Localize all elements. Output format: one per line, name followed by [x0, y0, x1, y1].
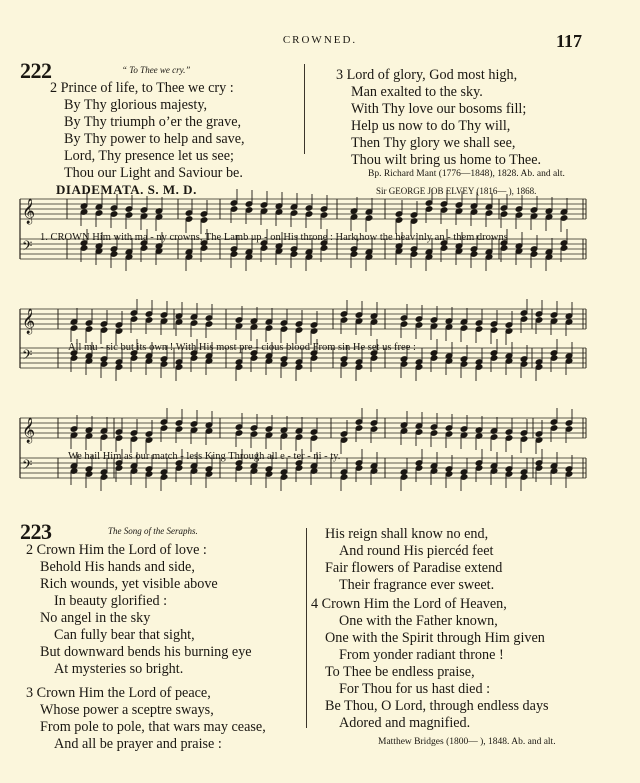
tune-name: DIADEMATA. S. M. D.	[56, 182, 197, 197]
hymn-223-line: Adored and magnified.	[339, 715, 471, 731]
hymn-222-tune-ref: “ To Thee we cry.”	[122, 65, 191, 75]
hymn-223-line: His reign shall know no end,	[325, 526, 489, 542]
hymn-223-line: From yonder radiant throne !	[339, 647, 504, 663]
hymn-222-line: Help us now to do Thy will,	[351, 118, 511, 134]
hymn-223-line: Be Thou, O Lord, through endless days	[325, 698, 549, 714]
composer-credit: Sir GEORGE JOB ELVEY (1816— ), 1868.	[376, 186, 537, 196]
hymn-223-line: Rich wounds, yet visible above	[40, 576, 218, 592]
hymn-223-line: Can fully bear that sight,	[54, 627, 195, 643]
running-title: CROWNED.	[282, 34, 358, 46]
hymn-222-number: 222	[20, 58, 52, 83]
hymn-223-attribution: Matthew Bridges (1800— ), 1848. Ab. and alt.	[378, 737, 556, 747]
lyrics-line-1: 1. CROWN Him with ma - ny crowns, The Lamb up - on His throne : Hark,how the heav’nly an - them drowns	[40, 232, 508, 243]
hymn-223-line: Fair flowers of Paradise extend	[325, 560, 503, 576]
hymn-223-line: 4 Crown Him the Lord of Heaven,	[311, 596, 507, 612]
treble-clef-icon: 𝄞	[22, 418, 36, 443]
hymn-222-line: By Thy power to help and save,	[64, 131, 245, 147]
hymn-222-line: By Thy triumph o’er the grave,	[64, 114, 242, 130]
hymn-223-line: And all be prayer and praise :	[54, 736, 222, 752]
hymn-222-line: Thou our Light and Saviour be.	[64, 165, 243, 181]
hymn-222-line: Then Thy glory we shall see,	[351, 135, 516, 151]
hymn-223-line: From pole to pole, that wars may cease,	[40, 719, 266, 735]
hymn-222-line: Lord, Thy presence let us see;	[64, 148, 234, 164]
page-number: 117	[555, 31, 582, 51]
column-divider	[306, 528, 307, 728]
hymn-223-line: One with the Father known,	[339, 613, 498, 629]
bass-clef-icon: 𝄢	[22, 457, 33, 476]
hymn-223-line: In beauty glorified :	[54, 593, 168, 609]
hymn-223-line: Behold His hands and side,	[40, 559, 195, 575]
hymn-223-line: But downward bends his burning eye	[40, 644, 252, 660]
hymn-223-line: 3 Crown Him the Lord of peace,	[26, 685, 211, 701]
hymn-223-line: For Thou for us hast died :	[339, 681, 491, 697]
hymn-222-line: Man exalted to the sky.	[351, 84, 483, 100]
hymn-222-line: With Thy love our bosoms fill;	[351, 101, 527, 117]
hymn-223-line: To Thee be endless praise,	[325, 664, 475, 680]
hymn-223-tune-ref: The Song of the Seraphs.	[108, 526, 198, 536]
hymn-223-line: And round His piercéd feet	[339, 543, 494, 559]
hymn-223-line: 2 Crown Him the Lord of love :	[26, 542, 207, 558]
hymn-223-line: One with the Spirit through Him given	[325, 630, 545, 646]
lyrics-line-2: All mu - sic but its own ! With His most pre - cious blood From sin He set us free :	[68, 342, 416, 353]
treble-clef-icon: 𝄞	[22, 309, 36, 334]
hymn-223-number: 223	[20, 519, 52, 544]
hymn-222-line: By Thy glorious majesty,	[64, 97, 208, 113]
hymn-222-line: 3 Lord of glory, God most high,	[336, 67, 518, 83]
bass-clef-icon: 𝄢	[22, 238, 33, 257]
bass-clef-icon: 𝄢	[22, 347, 33, 366]
hymn-223-line: No angel in the sky	[40, 610, 151, 626]
hymn-222-line: 2 Prince of life, to Thee we cry :	[50, 80, 234, 96]
hymn-223-line: At mysteries so bright.	[54, 661, 184, 677]
hymn-222-line: Thou wilt bring us home to Thee.	[351, 152, 542, 168]
lyrics-line-3: We hail Him as our match - less King Through all e - ter - ni - ty.	[68, 451, 341, 462]
treble-clef-icon: 𝄞	[22, 199, 36, 224]
hymn-222-attribution: Bp. Richard Mant (1776—1848), 1828. Ab. and alt.	[368, 169, 565, 179]
hymn-223-line: Whose power a sceptre sways,	[40, 702, 214, 718]
hymn-223-line: Their fragrance ever sweet.	[339, 577, 495, 593]
